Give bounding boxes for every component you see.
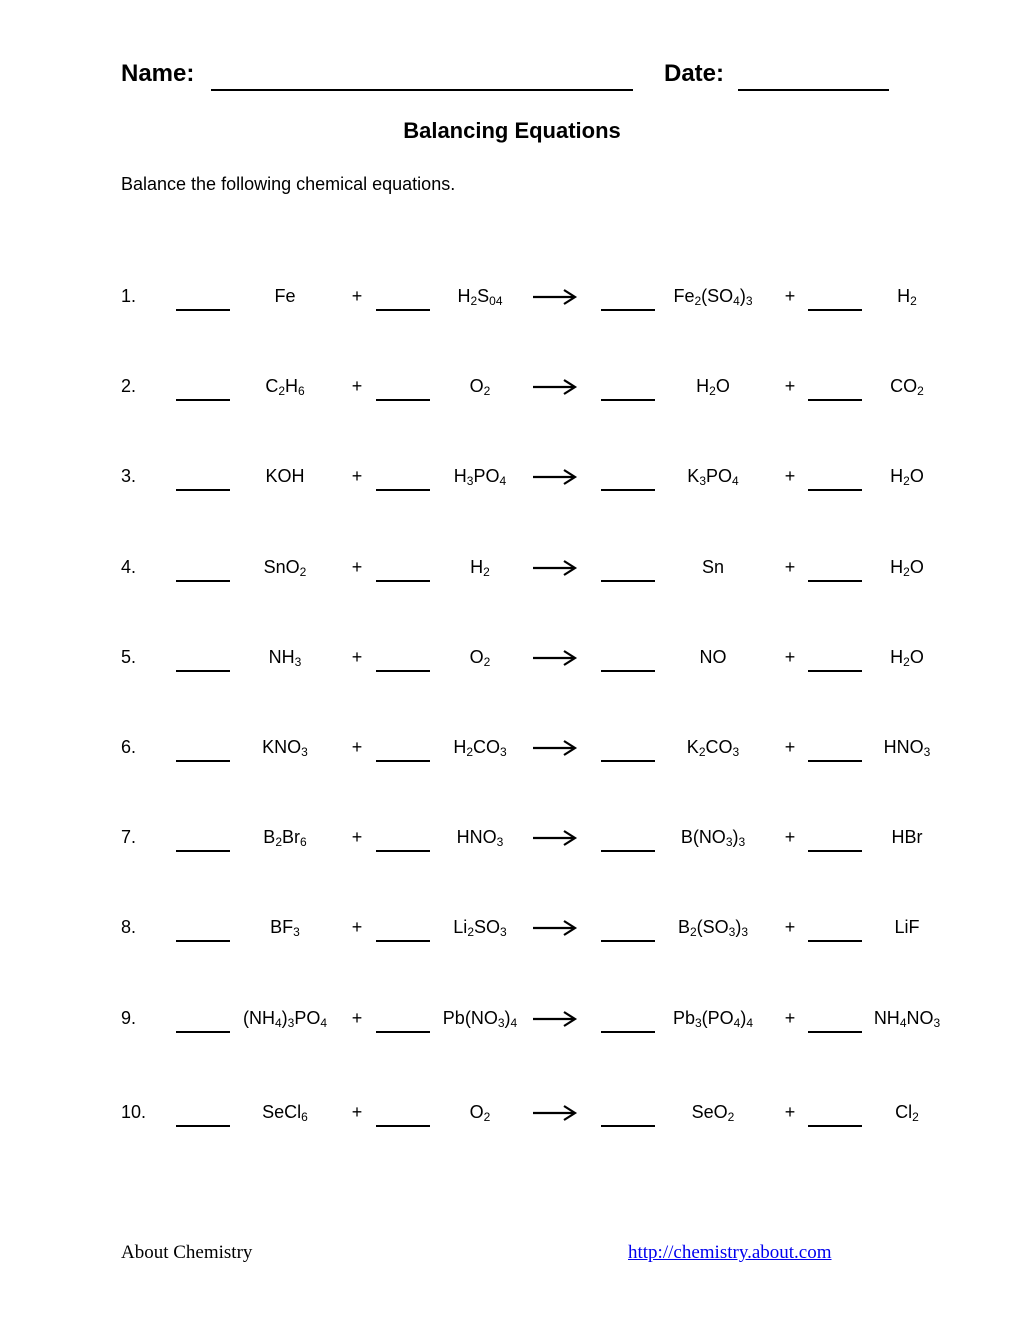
- plus-sign: +: [784, 286, 796, 306]
- reactant-formula: $H_2S_{04}$: [457, 286, 503, 308]
- right-arrow-icon: [531, 467, 579, 487]
- coefficient-blank[interactable]: [601, 1031, 655, 1033]
- equation-number: 9.: [121, 1008, 137, 1028]
- date-label: Date:: [664, 60, 725, 87]
- reactant-formula: $B_2Br_6$: [263, 827, 307, 849]
- product-formula: SeO$_2$: [691, 1102, 735, 1124]
- product-formula: $H_2O$: [890, 466, 924, 488]
- product-formula: $Fe_2(SO_4)_3$: [673, 286, 753, 308]
- right-arrow-icon: [531, 918, 579, 938]
- product-formula: LiF: [894, 917, 920, 937]
- coefficient-blank[interactable]: [601, 850, 655, 852]
- reactant-formula: $H_3PO_4$: [453, 466, 507, 488]
- product-formula: $B_2(SO_3)_3$: [677, 917, 749, 939]
- coefficient-blank[interactable]: [376, 1125, 430, 1127]
- product-formula: $H_2$: [897, 286, 917, 308]
- coefficient-blank[interactable]: [176, 850, 230, 852]
- coefficient-blank[interactable]: [601, 399, 655, 401]
- plus-sign: +: [784, 376, 796, 396]
- coefficient-blank[interactable]: [176, 940, 230, 942]
- reactant-formula: $NH_3$: [268, 647, 302, 669]
- reactant-formula: SeCl$_6$: [262, 1102, 308, 1124]
- plus-sign: +: [351, 737, 363, 757]
- coefficient-blank[interactable]: [376, 580, 430, 582]
- coefficient-blank[interactable]: [376, 760, 430, 762]
- right-arrow-icon: [531, 1103, 579, 1123]
- coefficient-blank[interactable]: [808, 940, 862, 942]
- coefficient-blank[interactable]: [176, 309, 230, 311]
- coefficient-blank[interactable]: [601, 309, 655, 311]
- product-formula: $HNO_3$: [883, 737, 931, 759]
- coefficient-blank[interactable]: [808, 760, 862, 762]
- product-formula: $H_2O$: [890, 647, 924, 669]
- name-label: Name:: [121, 60, 195, 87]
- plus-sign: +: [351, 286, 363, 306]
- equation-number: 8.: [121, 917, 137, 937]
- equation-row: [0, 286, 1024, 326]
- product-formula: $H_2O$: [890, 557, 924, 579]
- equation-row: [0, 376, 1024, 416]
- coefficient-blank[interactable]: [176, 399, 230, 401]
- right-arrow-icon: [531, 828, 579, 848]
- reactant-formula: $O_2$: [469, 376, 491, 398]
- reactant-formula: $HNO_3$: [456, 827, 504, 849]
- plus-sign: +: [784, 466, 796, 486]
- coefficient-blank[interactable]: [176, 1125, 230, 1127]
- product-formula: $H_2O$: [696, 376, 730, 398]
- coefficient-blank[interactable]: [376, 399, 430, 401]
- coefficient-blank[interactable]: [601, 489, 655, 491]
- equation-row: [0, 737, 1024, 777]
- equation-row: [0, 466, 1024, 506]
- equation-number: 2.: [121, 376, 137, 396]
- equation-row: [0, 1102, 1024, 1142]
- reactant-formula: $KNO_3$: [262, 737, 308, 759]
- coefficient-blank[interactable]: [376, 1031, 430, 1033]
- coefficient-blank[interactable]: [176, 670, 230, 672]
- reactant-formula: $O_2$: [469, 647, 491, 669]
- reactant-formula: $Li_2SO_3$: [453, 917, 507, 939]
- coefficient-blank[interactable]: [808, 399, 862, 401]
- coefficient-blank[interactable]: [808, 850, 862, 852]
- coefficient-blank[interactable]: [176, 489, 230, 491]
- reactant-formula: $BF_3$: [270, 917, 300, 939]
- plus-sign: +: [351, 376, 363, 396]
- coefficient-blank[interactable]: [376, 670, 430, 672]
- coefficient-blank[interactable]: [601, 670, 655, 672]
- plus-sign: +: [784, 737, 796, 757]
- reactant-formula: SnO$_2$: [263, 557, 307, 579]
- name-field[interactable]: [211, 89, 633, 91]
- plus-sign: +: [351, 1008, 363, 1028]
- product-formula: $Pb_3(PO_4)_4$: [672, 1008, 754, 1030]
- coefficient-blank[interactable]: [808, 309, 862, 311]
- reactant-formula: $C_2H_6$: [265, 376, 305, 398]
- plus-sign: +: [351, 557, 363, 577]
- plus-sign: +: [784, 827, 796, 847]
- coefficient-blank[interactable]: [376, 309, 430, 311]
- product-formula: $K_2CO_3$: [686, 737, 740, 759]
- plus-sign: +: [784, 1102, 796, 1122]
- coefficient-blank[interactable]: [808, 670, 862, 672]
- coefficient-blank[interactable]: [601, 1125, 655, 1127]
- coefficient-blank[interactable]: [808, 1031, 862, 1033]
- product-formula: $K_3PO_4$: [687, 466, 739, 488]
- plus-sign: +: [351, 466, 363, 486]
- equation-row: [0, 647, 1024, 687]
- right-arrow-icon: [531, 558, 579, 578]
- equation-number: 4.: [121, 557, 137, 577]
- reactant-formula: Fe: [274, 286, 296, 306]
- coefficient-blank[interactable]: [376, 850, 430, 852]
- coefficient-blank[interactable]: [808, 580, 862, 582]
- product-formula: $B(NO_3)_3$: [680, 827, 746, 849]
- coefficient-blank[interactable]: [176, 760, 230, 762]
- plus-sign: +: [351, 917, 363, 937]
- footer-source: About Chemistry: [121, 1242, 253, 1263]
- coefficient-blank[interactable]: [176, 580, 230, 582]
- plus-sign: +: [351, 1102, 363, 1122]
- equation-number: 7.: [121, 827, 137, 847]
- plus-sign: +: [351, 827, 363, 847]
- right-arrow-icon: [531, 1009, 579, 1029]
- right-arrow-icon: [531, 738, 579, 758]
- footer-link[interactable]: http://chemistry.about.com: [628, 1242, 832, 1263]
- reactant-formula: $O_2$: [469, 1102, 491, 1124]
- product-formula: HBr: [891, 827, 923, 847]
- reactant-formula: $H_2$: [470, 557, 490, 579]
- right-arrow-icon: [531, 287, 579, 307]
- equation-number: 3.: [121, 466, 137, 486]
- reactant-formula: $(NH_4)_3PO_4$: [242, 1008, 328, 1030]
- coefficient-blank[interactable]: [808, 489, 862, 491]
- plus-sign: +: [784, 917, 796, 937]
- coefficient-blank[interactable]: [376, 940, 430, 942]
- plus-sign: +: [784, 557, 796, 577]
- equation-row: [0, 1008, 1024, 1048]
- equation-number: 10.: [121, 1102, 147, 1122]
- instructions: Balance the following chemical equations.: [121, 174, 456, 194]
- coefficient-blank[interactable]: [176, 1031, 230, 1033]
- reactant-formula: $Pb(NO_3)_4$: [442, 1008, 518, 1030]
- right-arrow-icon: [531, 648, 579, 668]
- right-arrow-icon: [531, 377, 579, 397]
- product-formula: NO: [699, 647, 727, 667]
- coefficient-blank[interactable]: [601, 940, 655, 942]
- plus-sign: +: [784, 647, 796, 667]
- equation-row: [0, 917, 1024, 957]
- reactant-formula: $H_2CO_3$: [453, 737, 507, 759]
- date-field[interactable]: [738, 89, 889, 91]
- coefficient-blank[interactable]: [601, 580, 655, 582]
- equation-row: [0, 827, 1024, 867]
- equation-number: 6.: [121, 737, 137, 757]
- page-title: Balancing Equations: [403, 118, 621, 143]
- plus-sign: +: [784, 1008, 796, 1028]
- product-formula: Sn: [701, 557, 725, 577]
- product-formula: $CO_2$: [890, 376, 924, 398]
- equation-row: [0, 557, 1024, 597]
- coefficient-blank[interactable]: [376, 489, 430, 491]
- equation-number: 1.: [121, 286, 137, 306]
- product-formula: $NH_4NO_3$: [873, 1008, 941, 1030]
- plus-sign: +: [351, 647, 363, 667]
- coefficient-blank[interactable]: [808, 1125, 862, 1127]
- coefficient-blank[interactable]: [601, 760, 655, 762]
- reactant-formula: KOH: [265, 466, 305, 486]
- product-formula: $Cl_2$: [895, 1102, 919, 1124]
- equation-number: 5.: [121, 647, 137, 667]
